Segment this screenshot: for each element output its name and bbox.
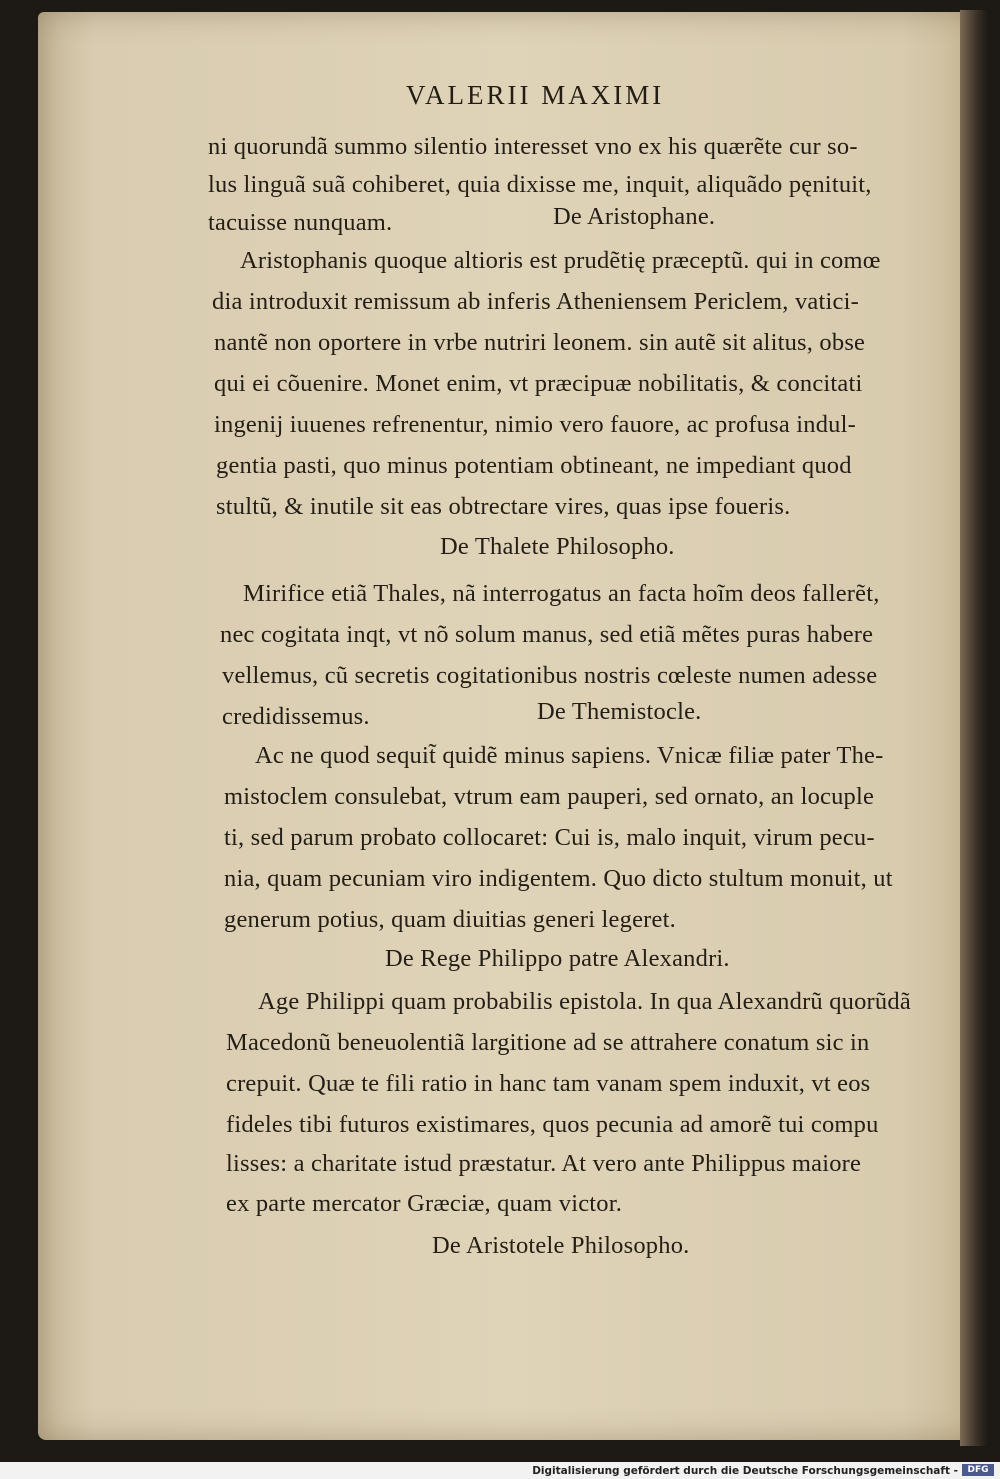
footer-credit: Digitalisierung gefördert durch die Deutsche Forschungsgemeinschaft - (532, 1465, 958, 1477)
section-heading: De Themistocle. (537, 698, 702, 725)
dfg-logo: DFG (962, 1464, 994, 1476)
text-line: mistoclem consulebat, vtrum eam pauperi, sed ornato, an locuple (224, 783, 875, 810)
section-heading: De Thalete Philosopho. (440, 533, 675, 560)
section-heading: De Aristotele Philosopho. (432, 1232, 690, 1259)
text-line: dia introduxit remissum ab inferis Atheniensem Periclem, vatici- (212, 288, 859, 315)
text-line: generum potius, quam diuitias generi legeret. (224, 906, 676, 933)
section-heading: De Rege Philippo patre Alexandri. (385, 945, 730, 972)
book-page (38, 12, 978, 1440)
text-line: nec cogitata inqt, vt nõ solum manus, sed etiã mẽtes puras habere (220, 621, 874, 648)
text-line: lus linguã suã cohiberet, quia dixisse me, inquit, aliquãdo pęnituit, (208, 171, 872, 198)
text-line: nia, quam pecuniam viro indigentem. Quo dicto stultum monuit, ut (224, 865, 893, 892)
page-edge (960, 10, 988, 1446)
text-line: ingenij iuuenes refrenentur, nimio vero fauore, ac profusa indul- (214, 411, 856, 438)
text-line: ti, sed parum probato collocaret: Cui is, malo inquit, virum pecu- (224, 824, 875, 851)
text-line: Ac ne quod sequit̃ quidẽ minus sapiens. Vnicæ filiæ pater The- (255, 742, 884, 769)
section-heading: De Aristophane. (553, 203, 716, 230)
running-title: VALERII MAXIMI (406, 80, 665, 110)
text-line: nantẽ non oportere in vrbe nutriri leonem. sin autẽ sit alitus, obse (214, 329, 866, 356)
text-line: ni quorundã summo silentio interesset vno ex his quærẽte cur so- (208, 133, 858, 160)
text-line: Macedonũ beneuolentiã largitione ad se attrahere conatum sic in (226, 1029, 870, 1056)
text-line: tacuisse nunquam. (208, 209, 393, 236)
text-line: ex parte mercator Græciæ, quam victor. (226, 1190, 623, 1217)
text-line: fideles tibi futuros existimares, quos pecunia ad amorẽ tui compu (226, 1111, 879, 1138)
text-line: crepuit. Quæ te fili ratio in hanc tam vanam spem induxit, vt eos (226, 1070, 871, 1097)
text-line: Mirifice etiã Thales, nã interrogatus an facta hoĩm deos fallerẽt, (243, 580, 880, 607)
text-line: lisses: a charitate istud præstatur. At vero ante Philippus maiore (226, 1150, 862, 1177)
text-line: Aristophanis quoque altioris est prudẽtię præceptũ. qui in comœ (240, 247, 881, 274)
text-line: vellemus, cũ secretis cogitationibus nostris cœleste numen adesse (222, 662, 878, 689)
text-line: gentia pasti, quo minus potentiam obtineant, ne impediant quod (216, 452, 852, 479)
text-line: stultũ, & inutile sit eas obtrectare vires, quas ipse foueris. (216, 493, 791, 520)
text-line: qui ei cõuenire. Monet enim, vt præcipuæ nobilitatis, & concitati (214, 370, 863, 397)
text-line: Age Philippi quam probabilis epistola. In qua Alexandrũ quorũdã (258, 988, 911, 1015)
text-line: credidissemus. (222, 703, 370, 730)
